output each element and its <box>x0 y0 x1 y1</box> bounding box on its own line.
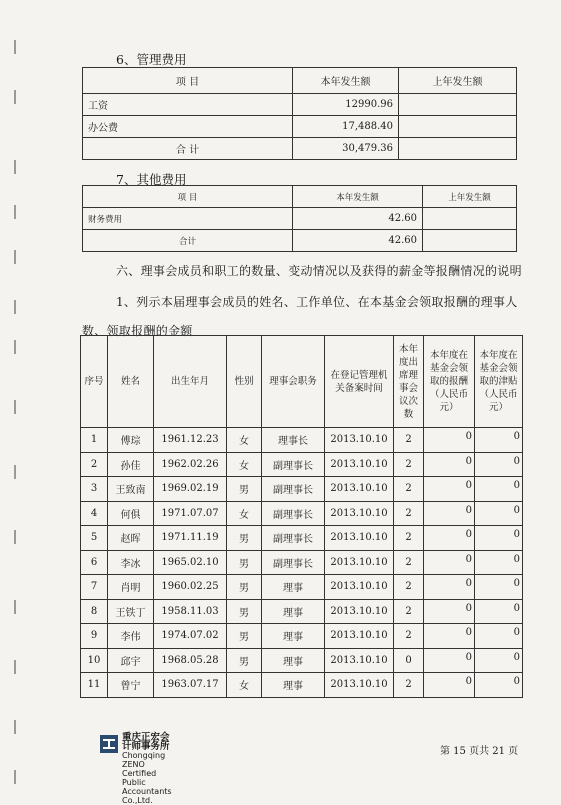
binder-mark <box>14 400 16 414</box>
row-prior <box>423 208 517 230</box>
row-gender: 男 <box>227 648 262 673</box>
row-attendance: 2 <box>394 673 424 698</box>
table-row <box>81 526 523 551</box>
paragraph-line-2: 数、领取报酬的金额 <box>82 324 193 338</box>
row-no: 1 <box>81 428 108 453</box>
row-prior <box>399 138 517 160</box>
row-birth: 1971.07.07 <box>154 501 227 526</box>
row-registered: 2013.10.10 <box>325 575 394 600</box>
table-row <box>81 673 523 698</box>
row-salary: 0 <box>424 550 475 575</box>
col-header-prior: 上年发生额 <box>423 186 517 208</box>
row-current: 42.60 <box>293 230 423 252</box>
row-current: 42.60 <box>293 208 423 230</box>
row-no: 9 <box>81 624 108 649</box>
table-row <box>81 501 523 526</box>
row-allowance: 0 <box>475 599 523 624</box>
table-row <box>81 452 523 477</box>
row-birth: 1974.07.02 <box>154 624 227 649</box>
row-position: 副理事长 <box>262 501 325 526</box>
row-name: 王致南 <box>108 477 154 502</box>
row-registered: 2013.10.10 <box>325 477 394 502</box>
row-item: 办公费 <box>83 116 293 138</box>
row-position: 副理事长 <box>262 526 325 551</box>
row-no: 2 <box>81 452 108 477</box>
row-no: 10 <box>81 648 108 673</box>
row-gender: 男 <box>227 477 262 502</box>
row-gender: 男 <box>227 526 262 551</box>
row-item: 财务费用 <box>83 208 293 230</box>
table-row <box>81 550 523 575</box>
row-salary: 0 <box>424 501 475 526</box>
table-row <box>81 648 523 673</box>
row-current: 30,479.36 <box>293 138 399 160</box>
row-salary: 0 <box>424 575 475 600</box>
page-number: 第 15 页共 21 页 <box>440 746 519 757</box>
firm-name-en-2: Accountants Co.,Ltd. <box>122 787 172 805</box>
row-birth: 1963.07.17 <box>154 673 227 698</box>
table-row <box>83 116 517 138</box>
row-salary: 0 <box>424 624 475 649</box>
binder-mark <box>14 660 16 674</box>
row-gender: 女 <box>227 428 262 453</box>
row-position: 理事 <box>262 648 325 673</box>
row-attendance: 2 <box>394 624 424 649</box>
binder-mark <box>14 40 16 54</box>
binder-mark <box>14 600 16 614</box>
row-birth: 1969.02.19 <box>154 477 227 502</box>
binder-mark <box>14 90 16 104</box>
col-header-attendance: 本年度出席理事会议次数 <box>394 336 424 428</box>
row-birth: 1962.02.26 <box>154 452 227 477</box>
row-item: 合计 <box>83 230 293 252</box>
row-attendance: 0 <box>394 648 424 673</box>
row-allowance: 0 <box>475 526 523 551</box>
row-no: 3 <box>81 477 108 502</box>
binder-mark <box>14 300 16 314</box>
col-header-name: 姓名 <box>108 336 154 428</box>
col-header-prior: 上年发生额 <box>399 68 517 94</box>
col-header-registered: 在登记管理机关备案时间 <box>325 336 394 428</box>
paragraph-line-1: 1、列示本届理事会成员的姓名、工作单位、在本基金会领取报酬的理事人 <box>116 295 518 309</box>
table-row <box>81 477 523 502</box>
row-no: 6 <box>81 550 108 575</box>
row-prior <box>423 230 517 252</box>
section-heading-six: 六、理事会成员和职工的数量、变动情况以及获得的薪金等报酬情况的说明 <box>116 264 522 278</box>
row-registered: 2013.10.10 <box>325 673 394 698</box>
binder-mark <box>14 770 16 784</box>
row-position: 副理事长 <box>262 477 325 502</box>
row-item: 工资 <box>83 94 293 116</box>
row-salary: 0 <box>424 428 475 453</box>
row-position: 理事 <box>262 624 325 649</box>
col-header-salary: 本年度在基金会领取的报酬（人民币元） <box>424 336 475 428</box>
row-name: 赵晖 <box>108 526 154 551</box>
row-salary: 0 <box>424 673 475 698</box>
col-header-position: 理事会职务 <box>262 336 325 428</box>
row-name: 何俱 <box>108 501 154 526</box>
row-allowance: 0 <box>475 673 523 698</box>
row-birth: 1971.11.19 <box>154 526 227 551</box>
row-attendance: 2 <box>394 599 424 624</box>
row-position: 理事长 <box>262 428 325 453</box>
board-members-table <box>80 335 523 698</box>
col-header-allowance: 本年度在基金会领取的津贴（人民币元） <box>475 336 523 428</box>
row-name: 李冰 <box>108 550 154 575</box>
row-allowance: 0 <box>475 550 523 575</box>
row-attendance: 2 <box>394 452 424 477</box>
col-header-birth: 出生年月 <box>154 336 227 428</box>
row-attendance: 2 <box>394 575 424 600</box>
row-name: 曾宁 <box>108 673 154 698</box>
other-expense-table <box>82 185 517 252</box>
row-gender: 男 <box>227 575 262 600</box>
row-position: 理事 <box>262 599 325 624</box>
row-no: 4 <box>81 501 108 526</box>
row-item: 合 计 <box>83 138 293 160</box>
row-registered: 2013.10.10 <box>325 648 394 673</box>
row-registered: 2013.10.10 <box>325 550 394 575</box>
row-salary: 0 <box>424 526 475 551</box>
table-row <box>81 599 523 624</box>
row-gender: 女 <box>227 452 262 477</box>
row-no: 11 <box>81 673 108 698</box>
binder-mark <box>14 340 16 354</box>
row-salary: 0 <box>424 452 475 477</box>
row-no: 5 <box>81 526 108 551</box>
section7-title: 7、其他费用 <box>116 172 187 187</box>
row-birth: 1968.05.28 <box>154 648 227 673</box>
row-attendance: 2 <box>394 526 424 551</box>
table-row <box>81 575 523 600</box>
row-attendance: 2 <box>394 501 424 526</box>
row-birth: 1961.12.23 <box>154 428 227 453</box>
row-gender: 女 <box>227 501 262 526</box>
firm-name-en-1: Chongqing ZENO Certified Public <box>122 751 166 787</box>
table-row <box>83 138 517 160</box>
table-row <box>83 208 517 230</box>
binder-mark <box>14 465 16 479</box>
row-allowance: 0 <box>475 624 523 649</box>
row-no: 8 <box>81 599 108 624</box>
table-row <box>81 428 523 453</box>
row-prior <box>399 94 517 116</box>
row-name: 傅琮 <box>108 428 154 453</box>
row-name: 肖明 <box>108 575 154 600</box>
row-registered: 2013.10.10 <box>325 428 394 453</box>
binder-mark <box>14 205 16 219</box>
col-header-current: 本年发生额 <box>293 186 423 208</box>
table-row <box>83 94 517 116</box>
row-no: 7 <box>81 575 108 600</box>
firm-name-cn: 重庆正宏会计师事务所 <box>122 732 170 752</box>
table-row <box>81 624 523 649</box>
row-position: 理事 <box>262 575 325 600</box>
row-position: 理事 <box>262 673 325 698</box>
row-attendance: 2 <box>394 477 424 502</box>
row-birth: 1965.02.10 <box>154 550 227 575</box>
col-header-current: 本年发生额 <box>293 68 399 94</box>
row-name: 李伟 <box>108 624 154 649</box>
binder-mark <box>14 720 16 734</box>
col-header-item: 项 目 <box>83 68 293 94</box>
row-name: 邱宇 <box>108 648 154 673</box>
col-header-item: 项 目 <box>83 186 293 208</box>
row-prior <box>399 116 517 138</box>
row-salary: 0 <box>424 599 475 624</box>
row-gender: 男 <box>227 550 262 575</box>
row-registered: 2013.10.10 <box>325 624 394 649</box>
row-registered: 2013.10.10 <box>325 599 394 624</box>
row-registered: 2013.10.10 <box>325 452 394 477</box>
row-salary: 0 <box>424 477 475 502</box>
row-birth: 1960.02.25 <box>154 575 227 600</box>
binder-mark <box>14 160 16 174</box>
row-attendance: 2 <box>394 428 424 453</box>
row-gender: 男 <box>227 624 262 649</box>
row-gender: 男 <box>227 599 262 624</box>
row-allowance: 0 <box>475 648 523 673</box>
col-header-no: 序号 <box>81 336 108 428</box>
row-allowance: 0 <box>475 428 523 453</box>
row-current: 12990.96 <box>293 94 399 116</box>
row-allowance: 0 <box>475 477 523 502</box>
row-birth: 1958.11.03 <box>154 599 227 624</box>
binder-mark <box>14 530 16 544</box>
section6-title: 6、管理费用 <box>116 52 187 67</box>
row-attendance: 2 <box>394 550 424 575</box>
management-expense-table <box>82 67 517 160</box>
row-registered: 2013.10.10 <box>325 526 394 551</box>
row-salary: 0 <box>424 648 475 673</box>
row-current: 17,488.40 <box>293 116 399 138</box>
row-allowance: 0 <box>475 452 523 477</box>
row-allowance: 0 <box>475 575 523 600</box>
binder-mark <box>14 250 16 264</box>
row-registered: 2013.10.10 <box>325 501 394 526</box>
row-position: 副理事长 <box>262 550 325 575</box>
row-name: 王铁丁 <box>108 599 154 624</box>
firm-logo-icon <box>100 735 118 753</box>
row-name: 孙佳 <box>108 452 154 477</box>
row-gender: 女 <box>227 673 262 698</box>
row-allowance: 0 <box>475 501 523 526</box>
row-position: 副理事长 <box>262 452 325 477</box>
table-row <box>83 230 517 252</box>
col-header-gender: 性别 <box>227 336 262 428</box>
